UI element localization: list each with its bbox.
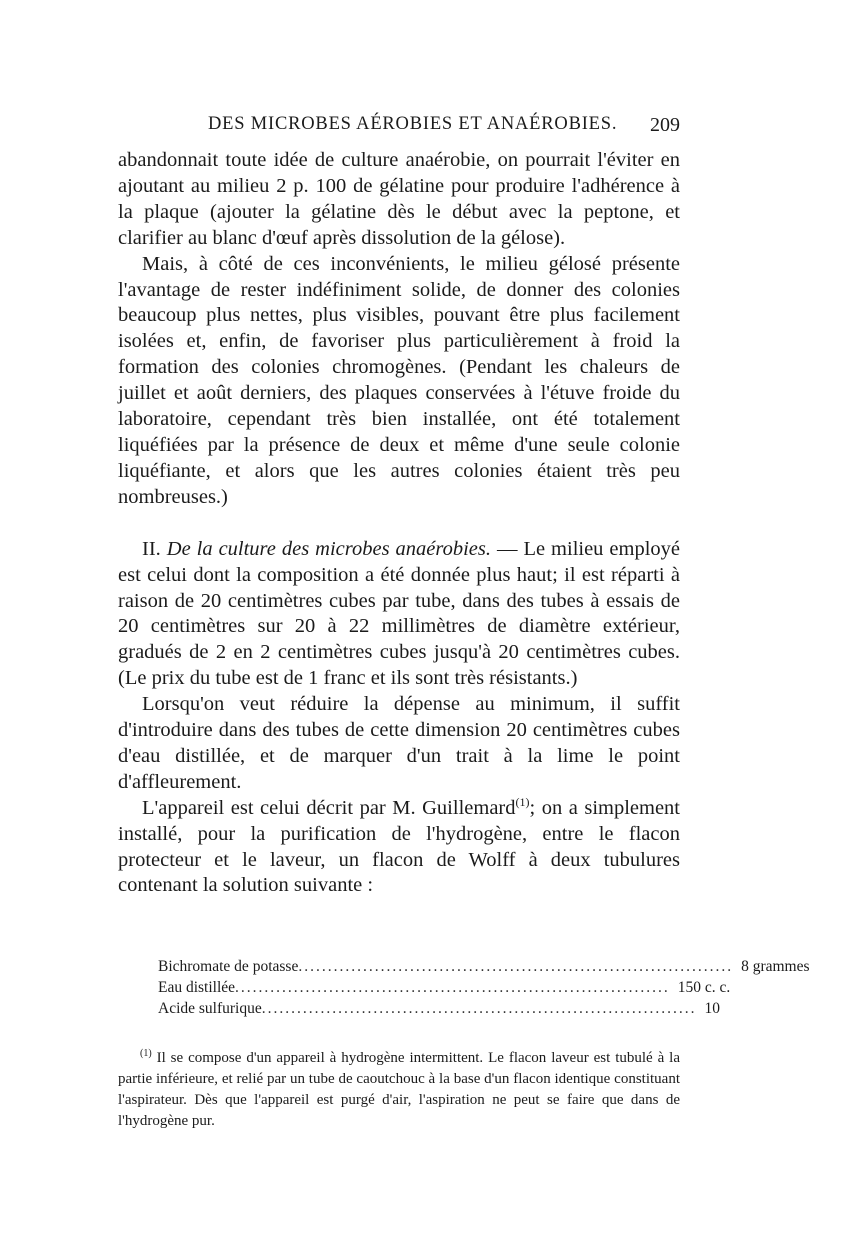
- dot-leader: ..........................................................................: [261, 1000, 697, 1017]
- recipe-ingredient: Acide sulfurique: [158, 1000, 262, 1017]
- section-title: De la culture des microbes anaérobies.: [166, 537, 491, 560]
- solution-recipe: [158, 956, 810, 1019]
- footnote-reference: (1): [515, 794, 530, 809]
- footnote-marker: (1): [140, 1048, 152, 1059]
- section-number: II.: [142, 537, 161, 560]
- page-number: 209: [650, 114, 680, 136]
- dot-leader: ..........................................................................: [298, 958, 734, 975]
- paragraph-apparatus: [118, 796, 680, 900]
- recipe-row: [158, 956, 810, 977]
- recipe-ingredient: Bichromate de potasse: [158, 958, 299, 975]
- body-text: [118, 148, 680, 899]
- footnote-text: [118, 1043, 680, 1132]
- recipe-quantity: 150 c. c.: [677, 979, 731, 996]
- running-title: DES MICROBES AÉROBIES ET ANAÉROBIES.: [208, 114, 618, 134]
- recipe-row: [158, 977, 731, 998]
- apparatus-text-a: L'appareil est celui décrit par M. Guillemard: [142, 796, 516, 819]
- section-ii-paragraph: [118, 537, 680, 692]
- section-ii-text: — Le milieu employé est celui dont la composition a été donnée plus haut; il est réparti à raison de 20 centimètres cubes par tube, dans des tubes à essais de 20 centimètres sur 20 à 22 millimètres de diamètre extérieur, gradués de 2 en 2 centimètres cubes jusqu'à 20 centimètres cubes. (Le prix du tube est de 1 franc et ils sont très résistants.): [118, 537, 681, 690]
- paragraph-gelose-advantages: Mais, à côté de ces inconvénients, le milieu gélosé présente l'avantage de rester indéfiniment solide, de donner des colonies beaucoup plus nettes, plus visibles, pouvant être plus facilement isolées et, enfin, de favoriser plus particulièrement à froid la formation des colonies chromogènes. (Pendant les chaleurs de juillet et août derniers, des plaques conservées à l'étuve froide du laboratoire, cependant très bien installée, ont été totalement liquéfiées par la présence de deux et même d'une seule colonie liquéfiante, et alors que les autres colonies étaient très peu nombreuses.): [118, 252, 680, 508]
- recipe-quantity: 10: [704, 1000, 720, 1017]
- footnote: [118, 1043, 680, 1132]
- dot-leader: ..........................................................................: [235, 979, 670, 996]
- apparatus-text-b: ; on a simplement installé, pour la purification de l'hydrogène, entre le flacon protecteur et le laveur, un flacon de Wolff à deux tubulures contenant la solution suivante :: [118, 796, 680, 897]
- paragraph-cost-reduction: Lorsqu'on veut réduire la dépense au minimum, il suffit d'introduire dans des tubes de cette dimension 20 centimètres cubes d'eau distillée, et de marquer d'un trait à la lime le point d'affleurement.: [118, 693, 680, 793]
- recipe-row: [158, 998, 720, 1019]
- footnote-body: Il se compose d'un appareil à hydrogène intermittent. Le flacon laveur est tubulé à la partie inférieure, et relié par un tube de caoutchouc à la base d'un flacon identique constituant l'aspirateur. Dès que l'appareil est purgé d'air, l'aspiration ne peut se faire que dans de l'hydrogène pur.: [118, 1050, 680, 1129]
- recipe-quantity: 8 grammes: [741, 958, 810, 975]
- paragraph-continuation: abandonnait toute idée de culture anaérobie, on pourrait l'éviter en ajoutant au milieu 2 p. 100 de gélatine pour produire l'adhérence à la plaque (ajouter la gélatine dès le début avec la peptone, et clarifier au blanc d'œuf après dissolution de la gélose).: [118, 149, 680, 249]
- running-head: [118, 114, 680, 144]
- recipe-ingredient: Eau distillée: [158, 979, 236, 996]
